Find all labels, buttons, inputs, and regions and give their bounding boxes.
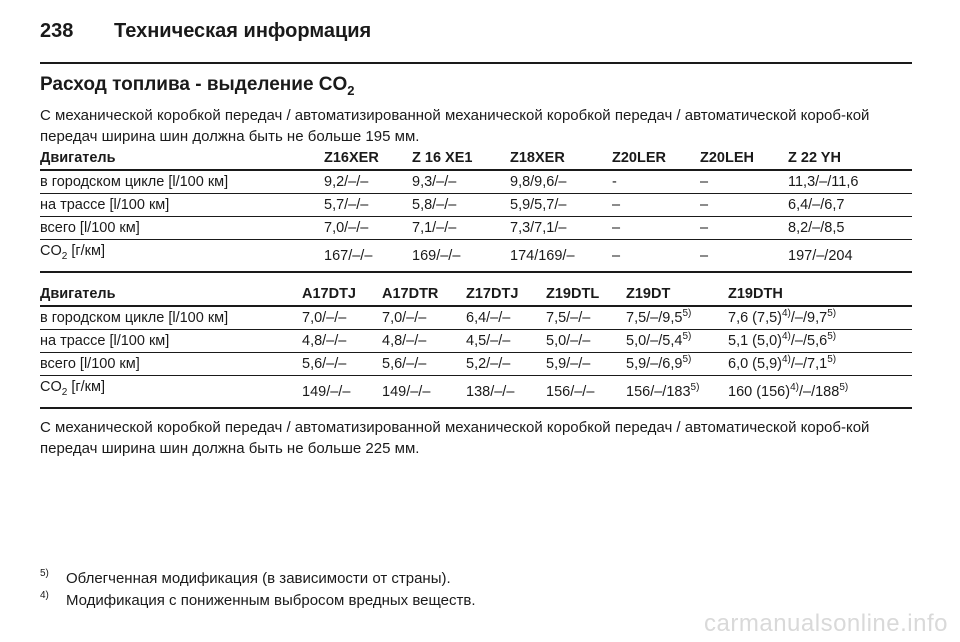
row-label-subscript: 2	[61, 250, 68, 262]
column-header-engine: Двигатель	[40, 283, 302, 306]
row-label-part: CO	[40, 379, 62, 395]
table-cell: 149/–/–	[382, 376, 466, 409]
cell-value: 5,0/–/5,4	[626, 333, 683, 349]
page-title: Техническая информация	[114, 20, 372, 42]
footnote-mark: 5)	[40, 568, 49, 579]
table-cell: –	[612, 240, 700, 273]
footnote-item	[40, 570, 912, 592]
row-label-subscript: 2	[61, 386, 68, 398]
footnote-ref: 5)	[839, 381, 849, 393]
table-cell: 9,2/–/–	[324, 170, 412, 194]
table-cell: –	[700, 170, 788, 194]
table-cell: 5,9/–/–	[546, 353, 626, 376]
column-header: Z18XER	[510, 147, 612, 170]
table-cell: 5,9/5,7/–	[510, 194, 612, 217]
section-title	[40, 74, 355, 98]
table-cell: –	[700, 194, 788, 217]
table-cell	[728, 306, 912, 330]
column-header-engine: Двигатель	[40, 147, 324, 170]
column-header: Z19DTH	[728, 283, 912, 306]
footnote-text: Модификация с пониженным выбросом вредных веществ.	[66, 592, 476, 609]
footnote-text: Облегченная модификация (в зависимости от страны).	[66, 570, 451, 587]
page-header	[40, 14, 912, 54]
table-row	[40, 306, 912, 330]
row-label: на трассе [l/100 км]	[40, 330, 302, 353]
footnote-ref: 5)	[690, 381, 700, 393]
table-row	[40, 217, 912, 240]
table-cell: 7,0/–/–	[382, 306, 466, 330]
table-cell: -	[612, 170, 700, 194]
table-cell: –	[612, 194, 700, 217]
table-row	[40, 194, 912, 217]
footnote-ref: 4)	[790, 381, 799, 393]
table-cell: 6,4/–/6,7	[788, 194, 912, 217]
intro-paragraph: С механической коробкой передач / автоматизированной механической коробкой передач / автоматической короб-кой передач ширина шин должна быть не больше 195 мм.	[40, 107, 870, 145]
cell-value: 5,1 (5,0)	[728, 333, 782, 349]
table-cell	[626, 306, 728, 330]
cell-value: 5,9/–/6,9	[626, 356, 683, 372]
table-cell: –	[700, 217, 788, 240]
column-header: Z20LER	[612, 147, 700, 170]
cell-value: 6,0 (5,9)	[728, 356, 782, 372]
footnote-ref: 4)	[782, 354, 791, 366]
table-cell: 5,6/–/–	[302, 353, 382, 376]
table-cell: 7,0/–/–	[302, 306, 382, 330]
footnote-ref: 5)	[682, 331, 692, 343]
column-header: A17DTR	[382, 283, 466, 306]
cell-value: /–/188	[798, 383, 840, 400]
table-cell: 4,8/–/–	[302, 330, 382, 353]
table-cell: 156/–/–	[546, 376, 626, 409]
row-label	[40, 376, 302, 409]
section-title-subscript: 2	[347, 82, 355, 98]
footnote-ref: 4)	[782, 308, 791, 320]
cell-value: 160 (156)	[728, 383, 791, 400]
table-cell: 197/–/204	[788, 240, 912, 273]
table-row	[40, 330, 912, 353]
footnote-ref: 5)	[682, 308, 692, 320]
table-cell: 11,3/–/11,6	[788, 170, 912, 194]
table-cell: –	[700, 240, 788, 273]
table-cell: 5,2/–/–	[466, 353, 546, 376]
table-header-row	[40, 283, 912, 306]
cell-value: /–/9,7	[790, 310, 828, 326]
cell-value: 156/–/183	[626, 383, 691, 400]
table-row	[40, 376, 912, 409]
footnotes	[40, 570, 912, 614]
diesel-engines-table	[40, 283, 912, 409]
table-cell: 9,3/–/–	[412, 170, 510, 194]
footnote-ref: 4)	[782, 331, 791, 343]
cell-value: 7,5/–/9,5	[626, 310, 683, 326]
table-cell: 9,8/9,6/–	[510, 170, 612, 194]
header-divider	[40, 62, 912, 64]
table-cell: 138/–/–	[466, 376, 546, 409]
table-cell: –	[612, 217, 700, 240]
column-header: A17DTJ	[302, 283, 382, 306]
table-cell: 5,6/–/–	[382, 353, 466, 376]
site-watermark: carmanualsonline.info	[704, 610, 948, 637]
column-header: Z16XER	[324, 147, 412, 170]
page-number: 238	[40, 20, 74, 42]
petrol-engines-table	[40, 147, 912, 273]
table-cell	[728, 376, 912, 409]
table-cell	[626, 353, 728, 376]
table-cell: 174/169/–	[510, 240, 612, 273]
row-label: всего [l/100 км]	[40, 217, 324, 240]
table-header-row	[40, 147, 912, 170]
footnote-ref: 5)	[827, 308, 837, 320]
table-cell: 5,0/–/–	[546, 330, 626, 353]
table-cell: 8,2/–/8,5	[788, 217, 912, 240]
table-cell: 7,3/7,1/–	[510, 217, 612, 240]
table-cell	[728, 353, 912, 376]
cell-value: /–/7,1	[790, 356, 828, 372]
row-label: всего [l/100 км]	[40, 353, 302, 376]
row-label	[40, 240, 324, 273]
outro-paragraph: С механической коробкой передач / автоматизированной механической коробкой передач / автоматической короб-кой передач ширина шин должна быть не больше 225 мм.	[40, 419, 870, 457]
table-cell: 5,7/–/–	[324, 194, 412, 217]
row-label-part: [г/км]	[67, 379, 106, 395]
table-cell: 5,8/–/–	[412, 194, 510, 217]
row-label-part: [г/км]	[67, 243, 106, 259]
table-cell: 6,4/–/–	[466, 306, 546, 330]
table-cell	[728, 330, 912, 353]
row-label: на трассе [l/100 км]	[40, 194, 324, 217]
row-label: в городском цикле [l/100 км]	[40, 306, 302, 330]
footnote-mark: 4)	[40, 590, 49, 601]
row-label: в городском цикле [l/100 км]	[40, 170, 324, 194]
table-cell: 7,0/–/–	[324, 217, 412, 240]
footnote-ref: 5)	[682, 354, 692, 366]
table-cell: 167/–/–	[324, 240, 412, 273]
table-cell: 4,5/–/–	[466, 330, 546, 353]
row-label-part: CO	[40, 243, 62, 259]
cell-value: /–/5,6	[790, 333, 828, 349]
table-row	[40, 170, 912, 194]
table-cell: 149/–/–	[302, 376, 382, 409]
column-header: Z17DTJ	[466, 283, 546, 306]
column-header: Z19DTL	[546, 283, 626, 306]
table-cell	[626, 330, 728, 353]
table-row	[40, 240, 912, 273]
column-header: Z19DT	[626, 283, 728, 306]
table-cell	[626, 376, 728, 409]
footnote-ref: 5)	[827, 331, 837, 343]
table-cell: 7,1/–/–	[412, 217, 510, 240]
footnote-ref: 5)	[827, 354, 837, 366]
column-header: Z20LEH	[700, 147, 788, 170]
cell-value: 7,6 (7,5)	[728, 310, 782, 326]
column-header: Z 16 XE1	[412, 147, 510, 170]
table-row	[40, 353, 912, 376]
table-cell: 4,8/–/–	[382, 330, 466, 353]
table-cell: 7,5/–/–	[546, 306, 626, 330]
table-cell: 169/–/–	[412, 240, 510, 273]
column-header: Z 22 YH	[788, 147, 912, 170]
section-title-text: Расход топлива - выделение CO	[40, 74, 348, 95]
